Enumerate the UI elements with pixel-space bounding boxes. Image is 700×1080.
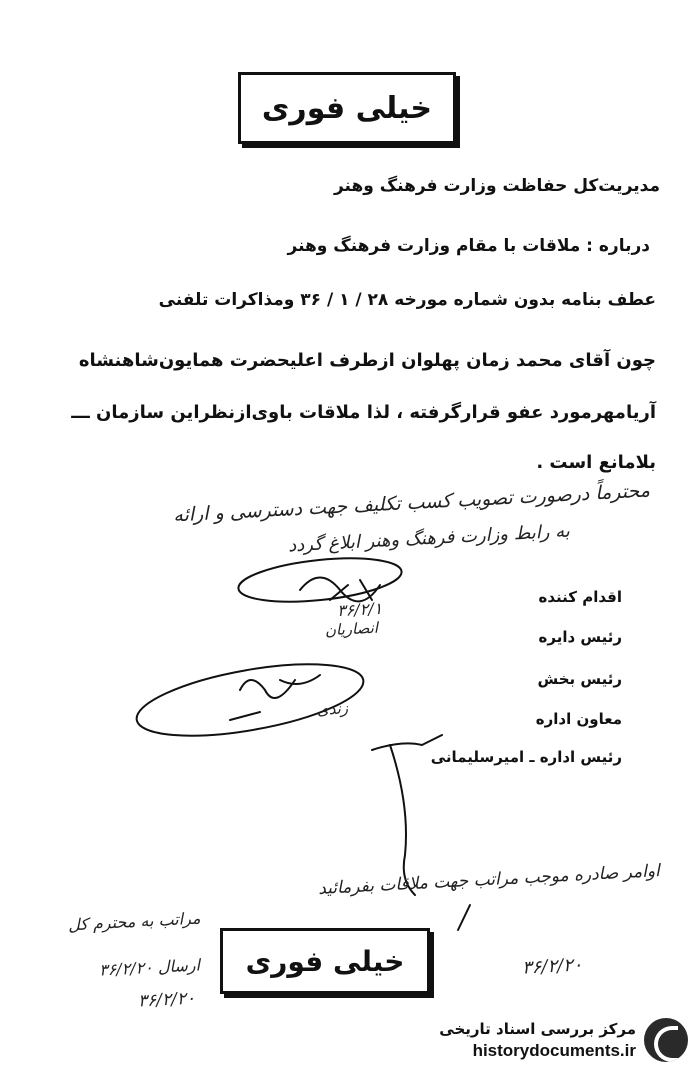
handwritten-signer-2: زندی — [316, 699, 349, 719]
connector-line — [390, 745, 415, 895]
recipient-line: مدیریت‌کل حفاظت وزارت فرهنگ وهنر — [333, 176, 660, 196]
signature-label-deputy: معاون اداره — [535, 710, 622, 728]
subject-line: درباره : ملاقات با مقام وزارت فرهنگ وهنر — [287, 236, 650, 256]
signature-label-action: اقدام کننده — [538, 588, 622, 606]
watermark-text — [439, 1018, 636, 1062]
watermark-url: historydocuments.ir — [472, 1041, 636, 1060]
handwritten-date-3: ۳۶/۲/۲۰ — [521, 954, 583, 979]
history-documents-logo-icon — [644, 1018, 688, 1062]
signature-label-office-head: رئیس اداره ـ امیرسلیمانی — [430, 748, 622, 766]
handwritten-note-1: محترماً درصورت تصویب کسب تکلیف جهت دسترسی و ارائه — [172, 479, 651, 527]
body-line-3: بلامانع است . — [536, 452, 656, 473]
handwritten-signer-1: انصاریان — [324, 618, 379, 640]
watermark-logo — [439, 1018, 688, 1062]
handwritten-note-5: ارسال ۳۶/۲/۲۰ — [98, 955, 201, 980]
handwritten-date-1: ۳۶/۲/۱ — [336, 598, 383, 621]
reference-line: عطف بنامه بدون شماره مورخه ۲۸ / ۱ / ۳۶ ومذاکرات تلفنی — [158, 290, 656, 310]
urgent-stamp-bottom-text: خیلی فوری — [245, 944, 405, 978]
urgent-stamp-bottom — [220, 928, 430, 994]
signature-label-section-head: رئیس دایره — [538, 628, 622, 646]
urgent-stamp-top-text: خیلی فوری — [261, 90, 433, 126]
handwritten-note-2: به رابط وزارت فرهنگ وهنر ابلاغ گردد — [287, 520, 571, 557]
watermark-org: مرکز بررسی اسناد تاریخی — [439, 1020, 636, 1038]
handwritten-note-3: اوامر صادره موجب مراتب جهت ملاقات بفرمائید — [317, 861, 661, 899]
signature-strokes-2 — [230, 675, 320, 720]
signature-label-division-head: رئیس بخش — [537, 670, 622, 688]
handwritten-date-2: ۳۶/۲/۲۰ — [137, 988, 196, 1012]
handwritten-note-4: مراتب به محترم کل — [67, 908, 201, 935]
body-line-1: چون آقای محمد زمان پهلوان ازطرف اعلیحضرت همایون‌شاهنشاه — [78, 350, 656, 371]
tick-mark — [458, 905, 470, 930]
body-line-2: آریامهرمورد عفو قرارگرفته ، لذا ملاقات باوی‌ازنظراین سازمان ـــ — [71, 402, 656, 423]
